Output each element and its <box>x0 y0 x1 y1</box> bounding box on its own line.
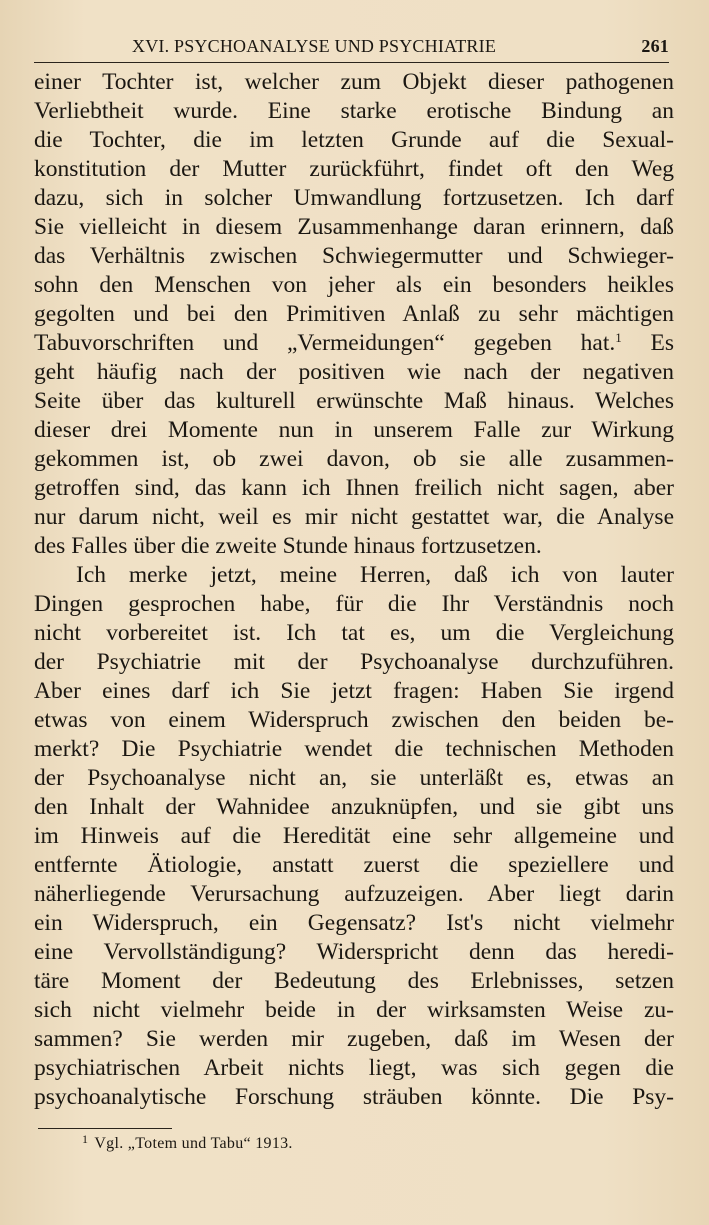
main-text <box>34 68 674 1112</box>
text-segment: Es <box>650 330 675 356</box>
text-line: psychoanalytische Forschung sträuben könnte. Die Psy- <box>34 1084 674 1110</box>
page-number: 261 <box>641 36 669 56</box>
text-line: nur darum nicht, weil es mir nicht gestattet war, die Analyse <box>34 504 674 530</box>
chapter-title: XVI. PSYCHOANALYSE UND PSYCHIATRIE <box>132 36 497 56</box>
paragraph-end-line: des Falles über die zweite Stunde hinaus fortzusetzen. <box>34 533 542 559</box>
text-line: gekommen ist, ob zwei davon, ob sie alle zusammen- <box>34 446 674 472</box>
header-rule <box>34 62 669 63</box>
text-line: ein Widerspruch, ein Gegensatz? Ist's nicht vielmehr <box>34 910 674 936</box>
text-line: die Tochter, die im letzten Grunde auf die Sexual- <box>34 127 674 153</box>
text-line: gegolten und bei den Primitiven Anlaß zu sehr mächtigen <box>34 301 674 327</box>
text-line: das Verhältnis zwischen Schwiegermutter und Schwieger- <box>34 243 674 269</box>
footnote-text: Vgl. „Totem und Tabu“ 1913. <box>94 1135 293 1152</box>
text-line: merkt? Die Psychiatrie wendet die technischen Methoden <box>34 736 674 762</box>
text-line: konstitution der Mutter zurückführt, findet oft den Weg <box>34 156 674 182</box>
text-line: etwas von einem Widerspruch zwischen den beiden be- <box>34 707 674 733</box>
text-segment: Tabuvorschriften und „Vermeidungen“ gegeben hat. <box>34 330 616 356</box>
text-line: sammen? Sie werden mir zugeben, daß im Wesen der <box>34 1026 674 1052</box>
footnote <box>82 1132 293 1153</box>
footnote-rule <box>38 1128 172 1129</box>
text-line: der Psychoanalyse nicht an, sie unterläßt es, etwas an <box>34 765 674 791</box>
text-line: nicht vorbereitet ist. Ich tat es, um die Vergleichung <box>34 620 674 646</box>
text-line: geht häufig nach der positiven wie nach der negativen <box>34 359 674 385</box>
text-line: den Inhalt der Wahnidee anzuknüpfen, und sie gibt uns <box>34 794 674 820</box>
text-line: der Psychiatrie mit der Psychoanalyse durchzuführen. <box>34 649 674 675</box>
text-line: einer Tochter ist, welcher zum Objekt dieser pathogenen <box>34 69 674 95</box>
footnote-marker: 1 <box>82 1132 89 1146</box>
text-line: sohn den Menschen von jeher als ein besonders heikles <box>34 272 674 298</box>
text-line: im Hinweis auf die Heredität eine sehr allgemeine und <box>34 823 674 849</box>
text-line: Dingen gesprochen habe, für die Ihr Verständnis noch <box>34 591 674 617</box>
text-line-with-footnote <box>34 329 674 358</box>
text-line: getroffen sind, das kann ich Ihnen freilich nicht sagen, aber <box>34 475 674 501</box>
text-line: entfernte Ätiologie, anstatt zuerst die speziellere und <box>34 852 674 878</box>
text-line: Sie vielleicht in diesem Zusammenhange daran erinnern, daß <box>34 214 674 240</box>
text-line: eine Vervollständigung? Widerspricht denn das heredi- <box>34 939 674 965</box>
text-line: dazu, sich in solcher Umwandlung fortzusetzen. Ich darf <box>34 185 674 211</box>
text-line: Seite über das kulturell erwünschte Maß hinaus. Welches <box>34 388 674 414</box>
text-line: Aber eines darf ich Sie jetzt fragen: Haben Sie irgend <box>34 678 674 704</box>
text-line: täre Moment der Bedeutung des Erlebnisses, setzen <box>34 968 674 994</box>
footnote-reference[interactable]: 1 <box>615 330 622 345</box>
text-line: psychiatrischen Arbeit nichts liegt, was sich gegen die <box>34 1055 674 1081</box>
text-line: Verliebtheit wurde. Eine starke erotische Bindung an <box>34 98 674 124</box>
paragraph-start-line: Ich merke jetzt, meine Herren, daß ich von lauter <box>76 562 674 588</box>
running-head <box>34 36 669 62</box>
text-line: sich nicht vielmehr beide in der wirksamsten Weise zu- <box>34 997 674 1023</box>
text-line: dieser drei Momente nun in unserem Falle zur Wirkung <box>34 417 674 443</box>
text-line: näherliegende Verursachung aufzuzeigen. Aber liegt darin <box>34 881 674 907</box>
